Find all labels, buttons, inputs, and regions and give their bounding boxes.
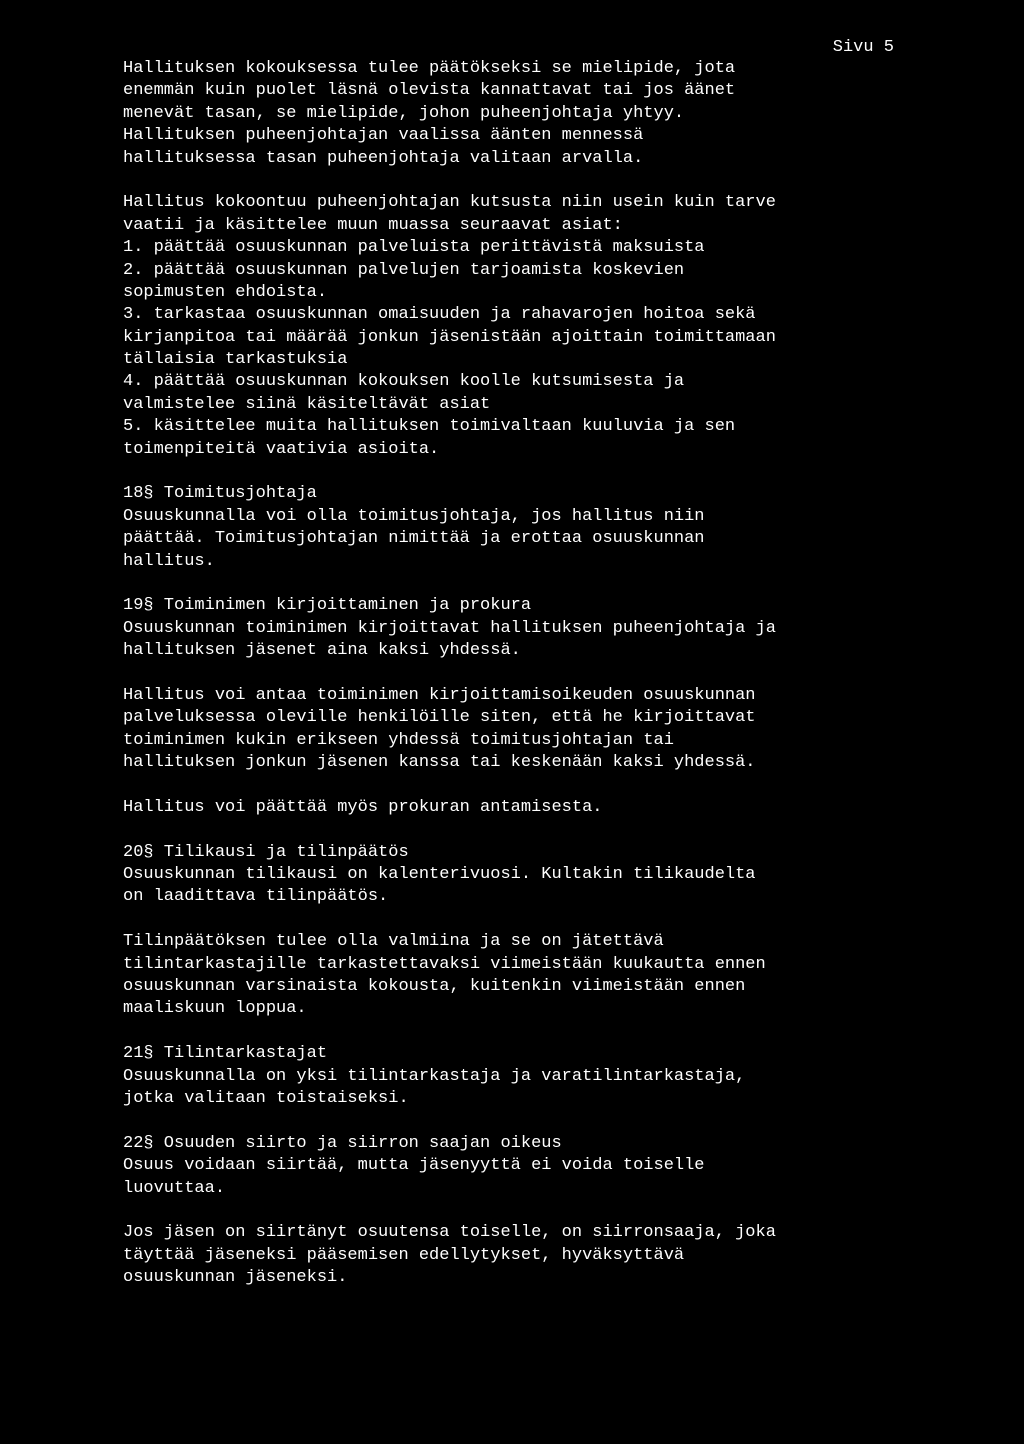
- section-heading: 19§ Toiminimen kirjoittaminen ja prokura: [123, 596, 532, 616]
- text-line: toiminimen kukin erikseen yhdessä toimitusjohtajan tai: [123, 730, 674, 750]
- text-line: Hallitus kokoontuu puheenjohtajan kutsusta niin usein kuin tarve: [123, 193, 776, 213]
- section-heading: 22§ Osuuden siirto ja siirron saajan oikeus: [123, 1133, 562, 1153]
- text-line: Osuuskunnan tilikausi on kalenterivuosi. Kultakin tilikaudelta: [123, 865, 756, 885]
- text-line: päättää. Toimitusjohtajan nimittää ja erottaa osuuskunnan: [123, 529, 705, 549]
- section-heading: 20§ Tilikausi ja tilinpäätös: [123, 842, 409, 862]
- text-line: luovuttaa.: [123, 1178, 226, 1198]
- text-line: sopimusten ehdoista.: [123, 282, 328, 302]
- section-19: [123, 595, 923, 662]
- text-line: hallituksen jonkun jäsenen kanssa tai keskenään kaksi yhdessä.: [123, 753, 756, 773]
- text-line: Osuus voidaan siirtää, mutta jäsenyyttä ei voida toiselle: [123, 1156, 705, 1176]
- text-line: Hallitus voi antaa toiminimen kirjoittamisoikeuden osuuskunnan: [123, 685, 756, 705]
- list-item: [123, 260, 923, 305]
- text-line: enemmän kuin puolet läsnä olevista kannattavat tai jos äänet: [123, 81, 736, 101]
- text-line: täyttää jäseneksi pääsemisen edellytykset, hyväksyttävä: [123, 1245, 685, 1265]
- text-line: 4. päättää osuuskunnan kokouksen koolle kutsumisesta ja: [123, 372, 685, 392]
- page-number: Sivu 5: [832, 38, 894, 57]
- section-21: [123, 1043, 923, 1110]
- text-line: osuuskunnan jäseneksi.: [123, 1268, 348, 1288]
- text-line: Jos jäsen on siirtänyt osuutensa toiselle, on siirronsaaja, joka: [123, 1223, 776, 1243]
- text-line: on laadittava tilinpäätös.: [123, 887, 389, 907]
- section-heading: 18§ Toimitusjohtaja: [123, 484, 317, 504]
- text-line: menevät tasan, se mielipide, johon puheenjohtaja yhtyy.: [123, 103, 685, 123]
- text-line: palveluksessa oleville henkilöille siten, että he kirjoittavat: [123, 708, 756, 728]
- text-line: Osuuskunnan toiminimen kirjoittavat hallituksen puheenjohtaja ja: [123, 618, 776, 638]
- intro-paragraph: [123, 58, 923, 170]
- text-line: kirjanpitoa tai määrää jonkun jäsenistään ajoittain toimittamaan: [123, 327, 776, 347]
- text-line: toimenpiteitä vaativia asioita.: [123, 439, 440, 459]
- section-20: [123, 842, 923, 909]
- text-line: Tilinpäätöksen tulee olla valmiina ja se on jätettävä: [123, 932, 664, 952]
- list-item: [123, 371, 923, 416]
- section-20-paragraph-2: [123, 931, 923, 1021]
- text-line: Hallitus voi päättää myös prokuran antamisesta.: [123, 797, 603, 817]
- text-line: valmistelee siinä käsiteltävät asiat: [123, 394, 491, 414]
- text-line: Osuuskunnalla voi olla toimitusjohtaja, jos hallitus niin: [123, 506, 705, 526]
- list-item: [123, 304, 923, 371]
- text-line: 1. päättää osuuskunnan palveluista perittävistä maksuista: [123, 238, 705, 258]
- section-18: [123, 483, 923, 573]
- section-heading: 21§ Tilintarkastajat: [123, 1044, 328, 1064]
- text-line: tilintarkastajille tarkastettavaksi viimeistään kuukautta ennen: [123, 954, 766, 974]
- text-line: vaatii ja käsittelee muun muassa seuraavat asiat:: [123, 215, 623, 235]
- section-19-paragraph-3: [123, 797, 923, 819]
- text-line: jotka valitaan toistaiseksi.: [123, 1088, 409, 1108]
- text-line: hallitus.: [123, 551, 215, 571]
- text-line: 5. käsittelee muita hallituksen toimivaltaan kuuluvia ja sen: [123, 417, 736, 437]
- board-duties-list: [123, 237, 923, 461]
- text-line: hallituksessa tasan puheenjohtaja valitaan arvalla.: [123, 148, 644, 168]
- text-line: hallituksen jäsenet aina kaksi yhdessä.: [123, 641, 521, 661]
- text-line: Osuuskunnalla on yksi tilintarkastaja ja varatilintarkastaja,: [123, 1066, 746, 1086]
- list-item: [123, 237, 923, 259]
- text-line: tällaisia tarkastuksia: [123, 350, 348, 370]
- text-line: 3. tarkastaa osuuskunnan omaisuuden ja rahavarojen hoitoa sekä: [123, 305, 756, 325]
- section-22: [123, 1133, 923, 1200]
- document-body: [123, 58, 923, 1289]
- text-line: 2. päättää osuuskunnan palvelujen tarjoamista koskevien: [123, 260, 685, 280]
- list-item: [123, 416, 923, 461]
- section-19-paragraph-2: [123, 685, 923, 775]
- text-line: osuuskunnan varsinaista kokousta, kuitenkin viimeistään ennen: [123, 977, 746, 997]
- text-line: maaliskuun loppua.: [123, 999, 307, 1019]
- text-line: Hallituksen puheenjohtajan vaalissa äänten mennessä: [123, 126, 644, 146]
- board-duties-paragraph: [123, 192, 923, 461]
- section-22-paragraph-2: [123, 1222, 923, 1289]
- text-line: Hallituksen kokouksessa tulee päätökseksi se mielipide, jota: [123, 59, 736, 78]
